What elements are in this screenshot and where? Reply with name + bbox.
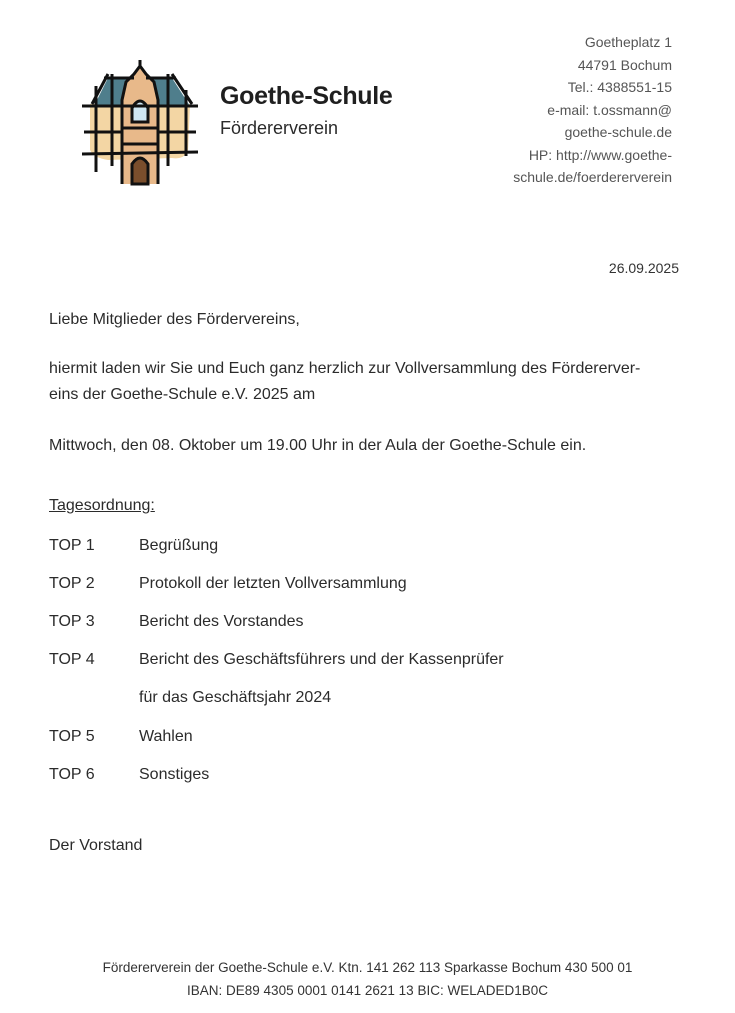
agenda-text: Sonstiges xyxy=(139,766,210,783)
invitation-line-1: hiermit laden wir Sie und Euch ganz herzlich zur Vollversammlung des Fördererver- xyxy=(49,360,641,377)
agenda-item xyxy=(49,613,304,631)
agenda-item xyxy=(49,728,193,746)
agenda-text: Begrüßung xyxy=(139,537,219,554)
agenda-text: Wahlen xyxy=(139,728,193,745)
address-email-line2: goethe-schule.de xyxy=(564,124,672,140)
agenda-number: TOP 6 xyxy=(49,766,95,783)
org-subtitle: Fördererverein xyxy=(220,118,339,138)
agenda-item-continuation xyxy=(49,689,331,707)
agenda-number: TOP 4 xyxy=(49,651,95,668)
address-city: 44791 Bochum xyxy=(577,56,672,73)
sender-address xyxy=(472,31,672,189)
school-logo-icon xyxy=(82,60,198,188)
agenda-number: TOP 2 xyxy=(49,575,95,592)
letter-date: 26.09.2025 xyxy=(608,260,679,276)
agenda-text: Bericht des Geschäftsführers und der Kassenprüfer xyxy=(139,651,504,668)
agenda-item xyxy=(49,651,504,669)
org-name: Goethe-Schule xyxy=(220,82,393,110)
invitation-paragraph xyxy=(49,356,679,408)
agenda-number: TOP 3 xyxy=(49,613,95,630)
address-homepage-line2: schule.de/foerdererverein xyxy=(513,169,672,185)
agenda-number: TOP 5 xyxy=(49,728,95,745)
footer-iban-line: IBAN: DE89 4305 0001 0141 2621 13 BIC: WELADED1B0C xyxy=(187,983,548,998)
agenda-item xyxy=(49,766,209,784)
agenda-heading: Tagesordnung: xyxy=(49,497,155,514)
agenda-item xyxy=(49,537,218,555)
agenda-text: für das Geschäftsjahr 2024 xyxy=(139,689,332,706)
invitation-line-2: eins der Goethe-Schule e.V. 2025 am xyxy=(49,386,316,403)
address-street: Goetheplatz 1 xyxy=(584,34,672,50)
agenda-text: Bericht des Vorstandes xyxy=(139,613,304,630)
signature: Der Vorstand xyxy=(49,837,143,854)
footer-bank-line: Fördererverein der Goethe-Schule e.V. Ktn. 141 262 113 Sparkasse Bochum 430 500 01 xyxy=(102,960,633,975)
greeting: Liebe Mitglieder des Fördervereins, xyxy=(49,311,300,328)
agenda-text: Protokoll der letzten Vollversammlung xyxy=(139,575,407,592)
address-phone: Tel.: 4388551-15 xyxy=(567,79,672,95)
agenda-number: TOP 1 xyxy=(49,537,95,554)
address-email-line1: e-mail: t.ossmann@ xyxy=(547,101,672,118)
agenda-item xyxy=(49,575,407,593)
address-homepage-line1: HP: http://www.goethe- xyxy=(528,146,672,163)
meeting-date-paragraph: Mittwoch, den 08. Oktober um 19.00 Uhr in der Aula der Goethe-Schule ein. xyxy=(49,437,587,454)
